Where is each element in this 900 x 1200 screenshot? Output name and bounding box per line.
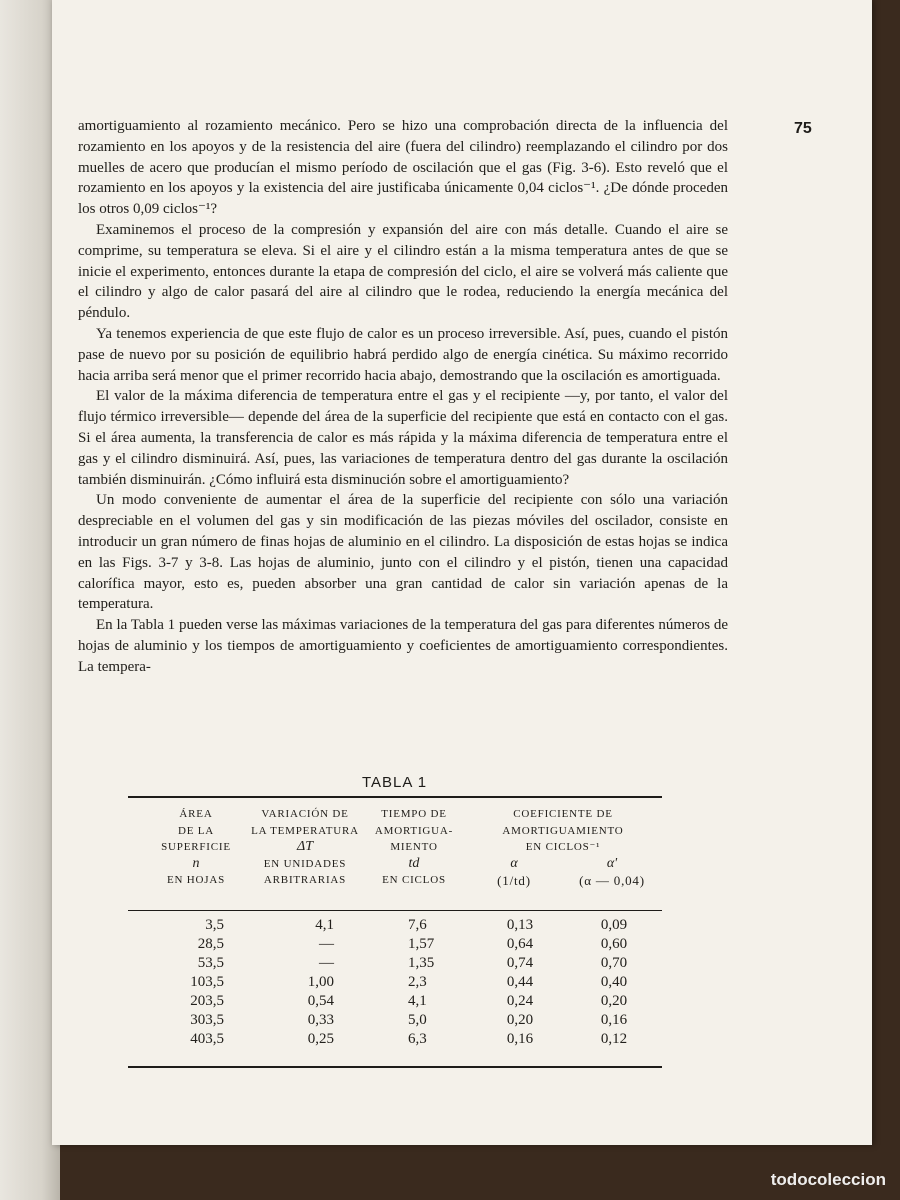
table-cell: 5,0 [408, 1012, 427, 1028]
header-coefficient: COEFICIENTE DE AMORTIGUAMIENTO EN CICLOS⁻¹ [502, 808, 624, 853]
table-cell: 0,24 [506, 993, 534, 1009]
column-temperature [278, 916, 334, 1049]
column-alpha-prime [586, 916, 642, 1049]
background-page-edge [0, 0, 60, 1200]
header-time: TIEMPO DE AMORTIGUA- MIENTO td EN CICLOS [374, 808, 454, 886]
paragraph: El valor de la máxima diferencia de temperatura entre el gas y el recipiente —y, por tanto, el valor del flujo térmico irreversible— depende del área de la superficie del recipiente que está en contacto con el gas. Si el área aumenta, la transferencia de calor es más rápida y la máxima diferencia de temperatura entre el gas y el cilindro disminuirá. Así, pues, las variaciones de temperatura dentro del gas durante la oscilación también disminuirán. ¿Cómo influirá esta disminución sobre el amortiguamiento? [78, 388, 728, 488]
paragraph: Examinemos el proceso de la compresión y expansión del aire con más detalle. Cuando el aire se comprime, su temperatura se eleva. Si el aire y el cilindro están a la misma temperatura antes de que se inicie el experimento, entonces durante la etapa de compresión del ciclo, el aire se volverá más caliente que el cilindro y algo de calor pasará del aire al cilindro que le rodea, reduciendo la energía mecánica del péndulo. [78, 221, 728, 322]
table-cell: 53,5 [197, 955, 224, 971]
table-cell: 0,60 [600, 936, 628, 952]
page-number: 75 [794, 120, 812, 137]
table-cell: 0,25 [307, 1031, 334, 1047]
column-area [162, 916, 224, 1049]
paragraph: amortiguamiento al rozamiento mecánico. Pero se hizo una comprobación directa de la influencia del rozamiento en los apoyos y de la resistencia del aire (fuera del cilindro) reemplazando el cilindro por dos muelles de acero que producían el mismo período de oscilación que el gas (Fig. 3-6). Esto reveló que el rozamiento en los apoyos y la existencia del aire justificaba únicamente 0,04 ciclos⁻¹. ¿De dónde proceden los otros 0,09 ciclos⁻¹? [78, 118, 728, 218]
table-cell: 0,74 [506, 955, 534, 971]
table-cell: — [319, 955, 334, 971]
table-cell: 403,5 [190, 1031, 224, 1047]
table-cell: — [319, 936, 334, 952]
table-cell: 0,64 [506, 936, 534, 952]
table-cell: 7,6 [408, 917, 427, 933]
table-cell: 0,20 [600, 993, 628, 1009]
table-cell: 0,44 [506, 974, 534, 990]
table-cell: 1,35 [408, 955, 435, 971]
watermark: todocoleccion [770, 1170, 886, 1189]
table-cell: 3,5 [205, 917, 224, 933]
table-cell: 28,5 [197, 936, 224, 952]
table-cell: 6,3 [408, 1031, 427, 1047]
table-bottom-rule [128, 1066, 662, 1068]
paragraph: Ya tenemos experiencia de que este flujo de calor es un proceso irreversible. Así, pues, cuando el pistón pase de nuevo por su posición de equilibrio habrá perdido algo de energía cinética. Su máximo recorrido hacia arriba será menor que el primer recorrido hacia abajo, demostrando que la oscilación es amortiguada. [78, 325, 728, 384]
table-cell: 0,54 [307, 993, 334, 1009]
paragraph: Un modo conveniente de aumentar el área de la superficie del recipiente con sólo una variación despreciable en el volumen del gas y sin modificación de las piezas móviles del oscilador, consiste en introducir un gran número de finas hojas de aluminio en el cilindro. La disposición de estas hojas se indica en las Figs. 3-7 y 3-8. Las hojas de aluminio, junto con el cilindro y el pistón, tienen una capacidad calorífica mayor, esto es, pueden absorber una gran cantidad de calor sin variación apenas de la temperatura. [78, 492, 728, 613]
table-cell: 0,40 [600, 974, 628, 990]
table-cell: 0,16 [600, 1012, 628, 1028]
table-cell: 303,5 [190, 1012, 224, 1028]
column-time [408, 916, 464, 1049]
book-page [52, 0, 872, 1145]
table-cell: 2,3 [408, 974, 427, 990]
header-area: ÁREA DE LA SUPERFICIE n EN HOJAS [161, 808, 231, 886]
header-alpha-prime: α' (α — 0,04) [579, 856, 645, 888]
table-top-rule [128, 796, 662, 798]
table-cell: 0,33 [307, 1012, 334, 1028]
table-cell: 4,1 [315, 917, 334, 933]
paragraph: En la Tabla 1 pueden verse las máximas variaciones de la temperatura del gas para diferentes números de hojas de aluminio y los tiempos de amortiguamiento y coeficientes de amortiguamiento correspondientes. La tempera- [78, 617, 728, 675]
header-alpha: α (1/td) [497, 856, 531, 888]
table-cell: 203,5 [190, 993, 224, 1009]
table-title: TABLA 1 [362, 774, 428, 791]
table-cell: 0,16 [506, 1031, 534, 1047]
body-text [78, 116, 728, 678]
table-cell: 4,1 [408, 993, 427, 1009]
table-cell: 0,12 [600, 1031, 628, 1047]
table-cell: 1,57 [408, 936, 435, 952]
table-cell: 0,70 [600, 955, 628, 971]
table-cell: 0,13 [506, 917, 534, 933]
header-temperature: VARIACIÓN DE LA TEMPERATURA ΔT EN UNIDADES ARBITRARIAS [251, 808, 359, 886]
column-alpha [492, 916, 548, 1049]
table-header-rule [128, 910, 662, 911]
table-cell: 1,00 [307, 974, 334, 990]
table-cell: 103,5 [190, 974, 224, 990]
table-cell: 0,20 [506, 1012, 534, 1028]
table-cell: 0,09 [600, 917, 628, 933]
